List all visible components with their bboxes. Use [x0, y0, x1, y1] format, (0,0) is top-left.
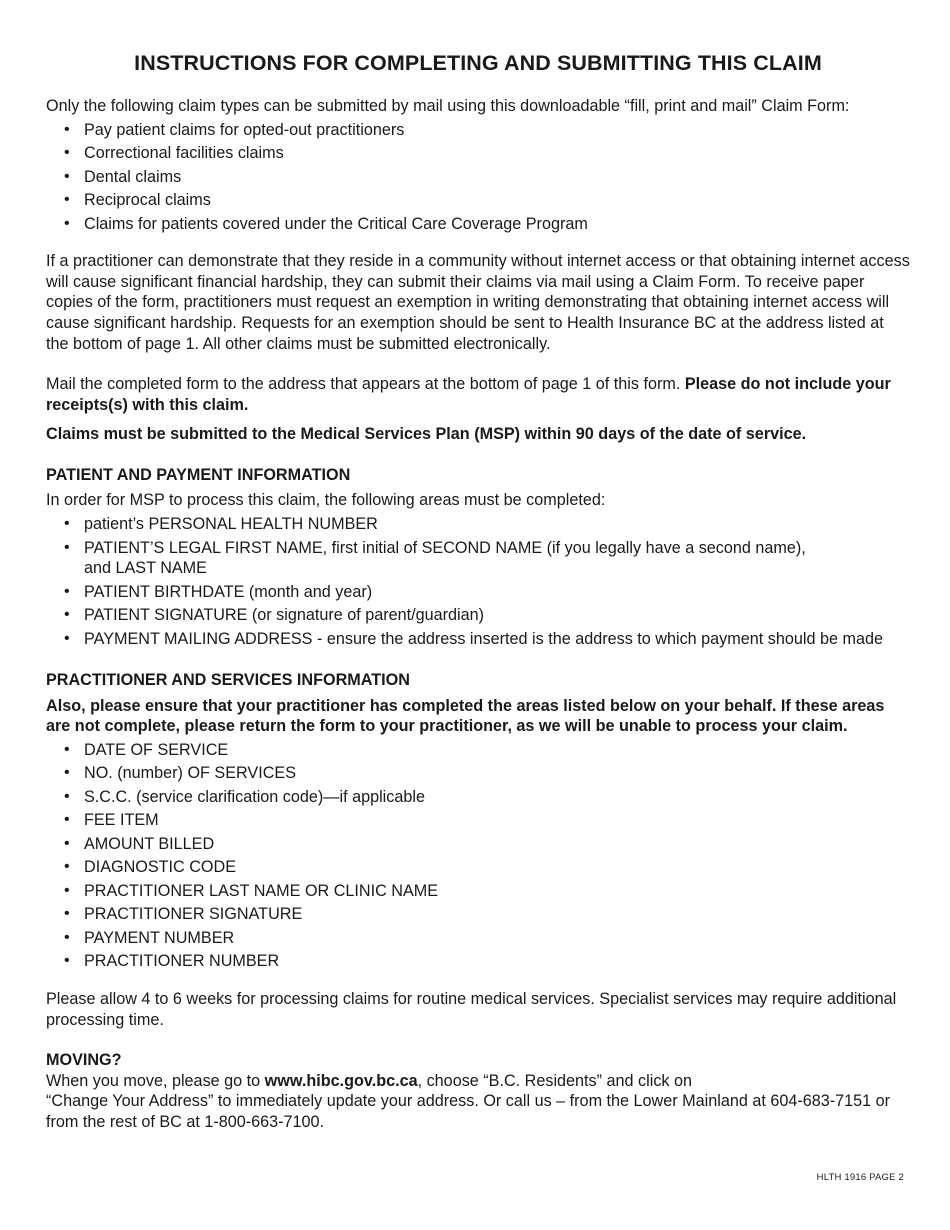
list-item: • PRACTITIONER LAST NAME OR CLINIC NAME [46, 881, 910, 902]
list-item: • DATE OF SERVICE [46, 740, 910, 761]
processing-note: Please allow 4 to 6 weeks for processing claims for routine medical services. Specialist services may require additional processing time. [46, 989, 897, 1029]
moving-text-end: “Change Your Address” to immediately update your address. Or call us – from the Lower Mainland at 604-683-7151 or from the rest of BC at 1-800-663-7100. [46, 1092, 891, 1131]
form-footer-code: HLTH 1916 PAGE 2 [816, 1172, 904, 1183]
mail-instructions [46, 374, 910, 415]
list-item: • PRACTITIONER SIGNATURE [46, 904, 910, 925]
list-item: • Pay patient claims for opted-out practitioners [46, 120, 910, 141]
list-item: • patient’s PERSONAL HEALTH NUMBER [46, 514, 910, 535]
list-item: • PAYMENT MAILING ADDRESS - ensure the address inserted is the address to which payment should be made [46, 629, 910, 650]
patient-section-heading: PATIENT AND PAYMENT INFORMATION [46, 465, 351, 484]
exemption-paragraph: If a practitioner can demonstrate that they reside in a community without internet access or that obtaining internet access will cause significant financial hardship, they can submit their claims via mail using a Claim Form. To receive paper copies of the form, practitioners must request an exemption in writing demonstrating that obtaining internet access will cause significant hardship. Requests for an exemption should be sent to Health Insurance BC at the address listed at the bottom of page 1. All other claims must be submitted electronically. [46, 252, 910, 353]
receipts-warning: Please do not include your receipts(s) with this claim. [46, 375, 891, 414]
list-item: • PATIENT SIGNATURE (or signature of parent/guardian) [46, 605, 910, 626]
list-item: • Correctional facilities claims [46, 143, 910, 164]
moving-text [46, 1071, 910, 1133]
list-item: • NO. (number) OF SERVICES [46, 763, 910, 784]
moving-text-mid: , choose “B.C. Residents” and click on [417, 1071, 693, 1090]
submission-deadline: Claims must be submitted to the Medical Services Plan (MSP) within 90 days of the date of service. [46, 425, 807, 444]
instructions-page [46, 49, 910, 1132]
list-item: • Dental claims [46, 167, 910, 188]
practitioner-section-intro: Also, please ensure that your practitioner has completed the areas listed below on your behalf. If these areas are not complete, please return the form to your practitioner, as we will be unable to process your claim. [46, 696, 885, 736]
page-title: INSTRUCTIONS FOR COMPLETING AND SUBMITTING THIS CLAIM [134, 51, 822, 75]
practitioner-section-heading: PRACTITIONER AND SERVICES INFORMATION [46, 671, 410, 690]
list-item-line: and LAST NAME [84, 559, 207, 578]
list-item: • AMOUNT BILLED [46, 834, 910, 855]
list-item: • S.C.C. (service clarification code)—if applicable [46, 787, 910, 808]
list-item-line: PATIENT’S LEGAL FIRST NAME, first initial of SECOND NAME (if you legally have a second name), [84, 538, 806, 557]
claim-types-list [46, 120, 910, 235]
hibc-website-link[interactable]: www.hibc.gov.bc.ca [264, 1071, 418, 1090]
practitioner-required-list [46, 740, 910, 972]
list-item: • Claims for patients covered under the Critical Care Coverage Program [46, 214, 910, 235]
list-item [46, 538, 910, 579]
list-item: • FEE ITEM [46, 810, 910, 831]
patient-section-intro: In order for MSP to process this claim, the following areas must be completed: [46, 491, 606, 510]
list-item: • PAYMENT NUMBER [46, 928, 910, 949]
mail-text: Mail the completed form to the address that appears at the bottom of page 1 of this form. [46, 375, 681, 394]
intro-text: Only the following claim types can be submitted by mail using this downloadable “fill, print and mail” Claim Form: [46, 97, 850, 115]
list-item: • DIAGNOSTIC CODE [46, 857, 910, 878]
moving-heading: MOVING? [46, 1051, 122, 1070]
patient-required-list [46, 514, 910, 649]
list-item: • Reciprocal claims [46, 190, 910, 211]
moving-text-start: When you move, please go to [46, 1071, 265, 1090]
list-item: • PRACTITIONER NUMBER [46, 951, 910, 972]
list-item: • PATIENT BIRTHDATE (month and year) [46, 582, 910, 603]
